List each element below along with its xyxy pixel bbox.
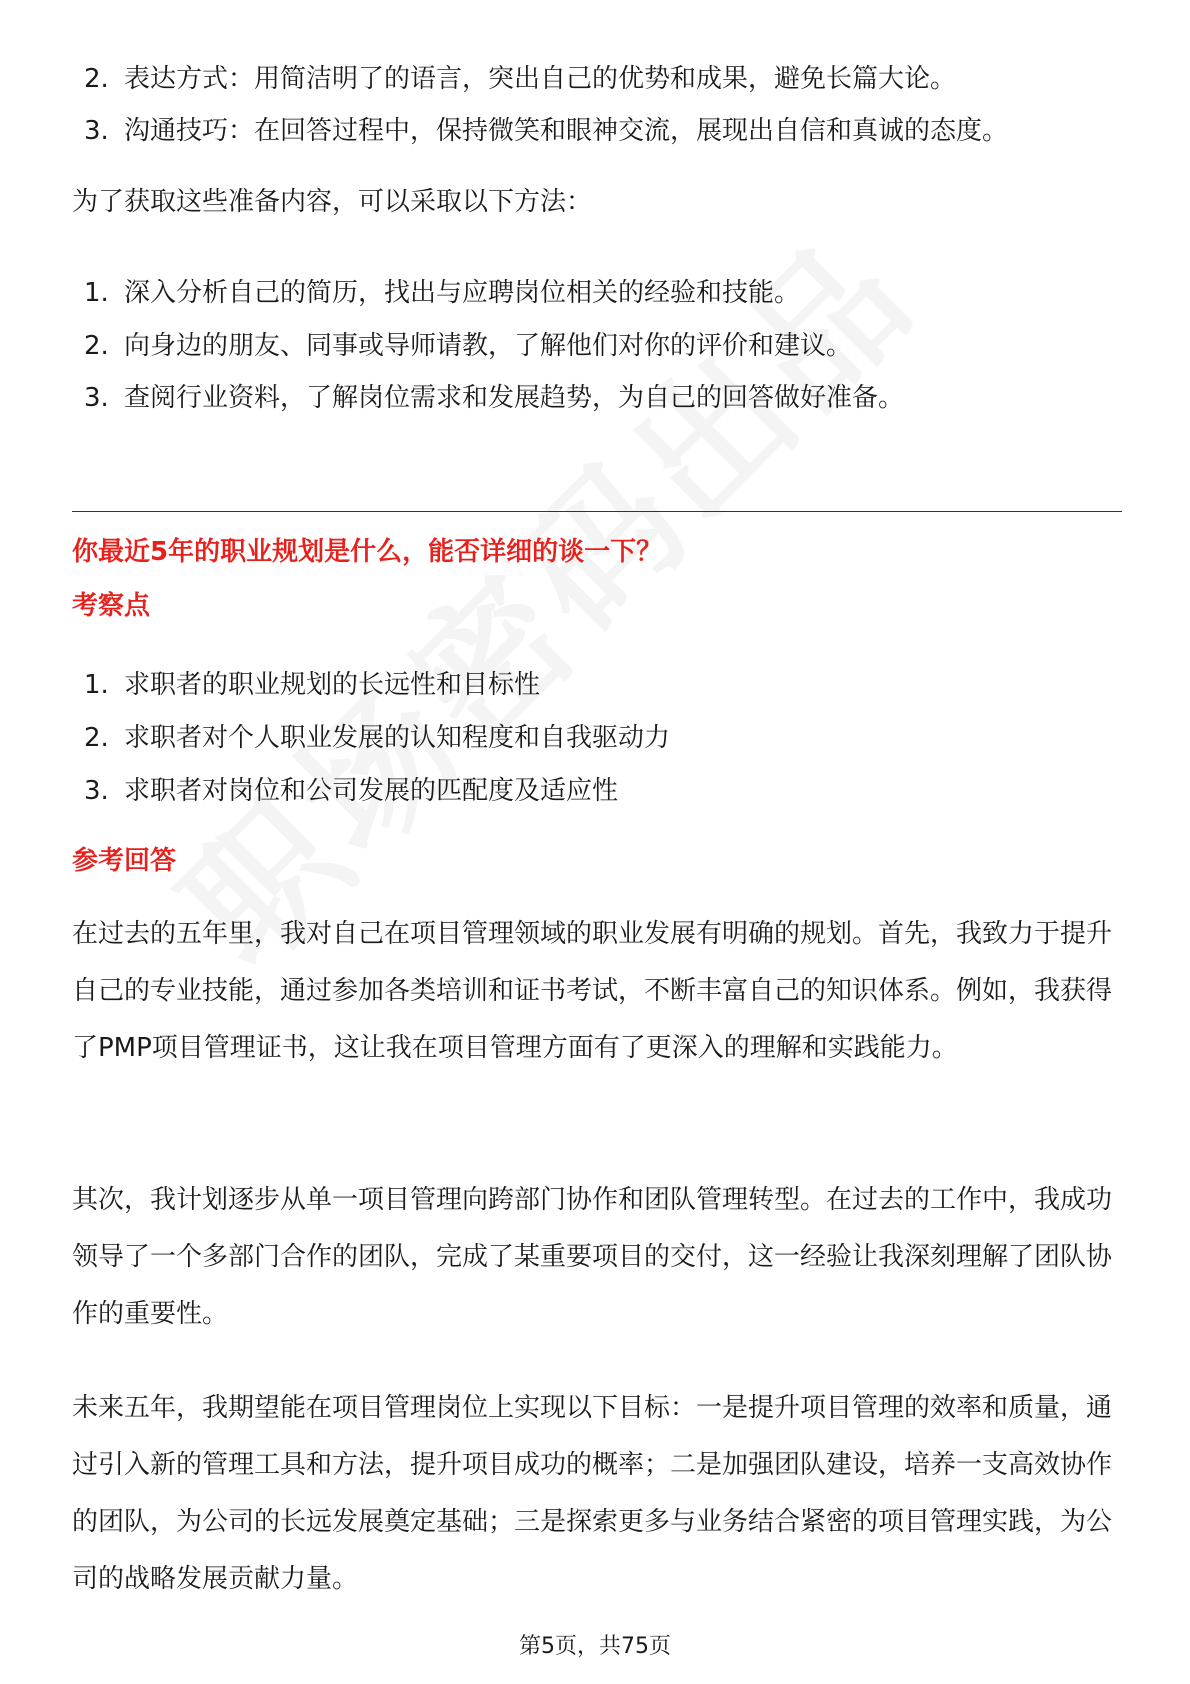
list-number: 1. [84,278,109,308]
section-divider [72,511,1122,512]
list-text: 沟通技巧：在回答过程中，保持微笑和眼神交流，展现出自信和真诚的态度。 [124,116,1009,146]
page-number: 第5页，共75页 [519,1634,671,1659]
list-number: 2. [84,64,109,94]
list-text: 求职者对个人职业发展的认知程度和自我驱动力 [124,723,671,753]
focus-heading: 考察点 [72,591,151,621]
list-text: 向身边的朋友、同事或导师请教，了解他们对你的评价和建议。 [124,331,853,361]
list-item [84,381,904,415]
answer-paragraph: 其次，我计划逐步从单一项目管理向跨部门协作和团队管理转型。在过去的工作中，我成功领导了一个多部门合作的团队，完成了某重要项目的交付，这一经验让我深刻理解了团队协作的重要性。 [72,1185,1113,1329]
list-number: 2. [84,331,109,361]
list-number: 3. [84,116,109,146]
list-text: 表达方式：用简洁明了的语言，突出自己的优势和成果，避免长篇大论。 [124,64,957,94]
list-item [84,114,1008,148]
list-item [84,774,618,808]
list-number: 3. [84,383,109,413]
answer-paragraph: 在过去的五年里，我对自己在项目管理领域的职业发展有明确的规划。首先，我致力于提升自己的专业技能，通过参加各类培训和证书考试，不断丰富自己的知识体系。例如，我获得了PMP项目管理证书，这让我在项目管理方面有了更深入的理解和实践能力。 [72,919,1113,1063]
answer-heading: 参考回答 [72,846,177,876]
list-item [84,329,852,363]
list-text: 查阅行业资料，了解岗位需求和发展趋势，为自己的回答做好准备。 [124,383,905,413]
list-item [84,62,956,96]
list-item [84,668,540,702]
list-text: 深入分析自己的简历，找出与应聘岗位相关的经验和技能。 [124,278,801,308]
list-number: 1. [84,670,109,700]
question-title: 你最近5年的职业规划是什么，能否详细的谈一下？ [72,537,663,567]
list-number: 3. [84,776,109,806]
list-text: 求职者对岗位和公司发展的匹配度及适应性 [124,776,619,806]
list-item [84,721,670,755]
list-number: 2. [84,723,109,753]
methods-intro: 为了获取这些准备内容，可以采取以下方法： [72,187,593,217]
list-text: 求职者的职业规划的长远性和目标性 [124,670,541,700]
answer-paragraph: 未来五年，我期望能在项目管理岗位上实现以下目标：一是提升项目管理的效率和质量，通过引入新的管理工具和方法，提升项目成功的概率；二是加强团队建设，培养一支高效协作的团队，为公司的长远发展奠定基础；三是探索更多与业务结合紧密的项目管理实践，为公司的战略发展贡献力量。 [72,1393,1113,1594]
list-item [84,276,800,310]
